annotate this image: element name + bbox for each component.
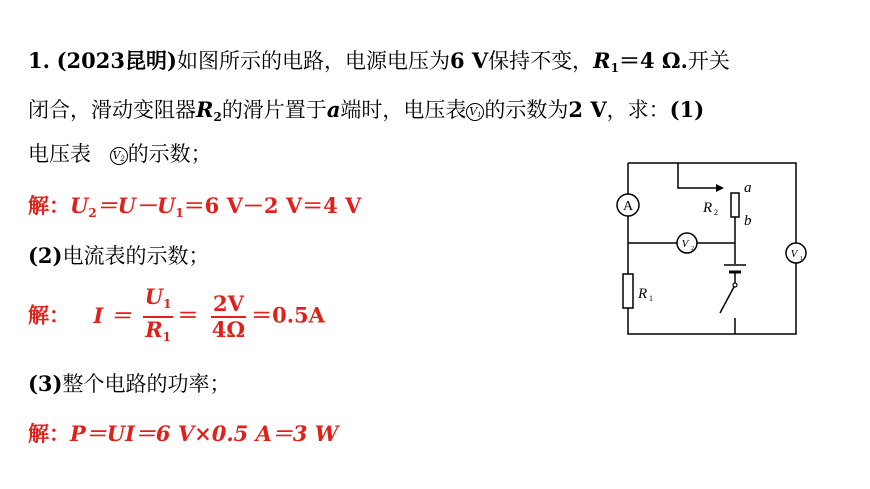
problem-text: 闭合，滑动变阻器 bbox=[28, 98, 196, 122]
problem-line-1 bbox=[28, 45, 730, 75]
answer-1: 解：$U_2=U-U_1=6$ V－2 V＝4 V bbox=[28, 193, 362, 220]
voltmeter-reading: 2 V bbox=[568, 97, 607, 122]
switch-blade bbox=[720, 285, 735, 313]
fraction-u1-r1: $\frac{U_1}{R_1}$ bbox=[144, 284, 172, 344]
ammeter-label: A bbox=[622, 199, 634, 214]
problem-text: 的示数； bbox=[127, 142, 212, 166]
slider-arrow bbox=[716, 184, 724, 192]
part-3-number: (3) bbox=[28, 371, 63, 396]
voltmeter-v1-icon: $V_1$ bbox=[466, 103, 484, 121]
end-a: a bbox=[326, 97, 341, 122]
svg-text:2: 2 bbox=[691, 246, 694, 252]
problem-text: ，求： bbox=[606, 98, 670, 122]
circuit-diagram bbox=[600, 155, 820, 340]
problem-text: 保持不变， bbox=[488, 49, 594, 73]
part-2-number: (2) bbox=[28, 243, 63, 268]
problem-text: 开关 bbox=[687, 49, 730, 73]
fraction-2v-4ohm: $\frac{2V}{4\Omega}$ bbox=[211, 291, 246, 342]
answer-2: 解： I ＝ $\frac{U_1}{R_1}$ ＝ $\frac{2V}{4\Omega}$ ＝0.5A bbox=[28, 285, 325, 349]
r1-resistor bbox=[623, 274, 633, 308]
end-a-label: a bbox=[744, 180, 752, 196]
problem-text: 电压表 bbox=[28, 142, 91, 166]
problem-text: 的示数为 bbox=[484, 98, 569, 122]
r2-resistor bbox=[731, 193, 739, 217]
question-2-text: 电流表的示数； bbox=[62, 244, 210, 268]
voltmeter-v2-icon: $V_2$ bbox=[110, 147, 128, 165]
answer-label: 解： bbox=[28, 302, 70, 328]
problem-source: (2023昆明) bbox=[56, 48, 177, 73]
switch-contact bbox=[733, 283, 737, 287]
r1-label-sub: 1 bbox=[649, 294, 653, 303]
answer-label: 解： bbox=[28, 421, 70, 446]
problem-number: 1. bbox=[28, 48, 50, 73]
part-1-number: (1) bbox=[669, 97, 705, 122]
r1-subscript: 1 bbox=[610, 61, 619, 75]
r1-value: ＝4 Ω. bbox=[618, 48, 688, 73]
answer-label: 解： bbox=[28, 193, 70, 218]
question-2 bbox=[28, 240, 209, 270]
answer-3: 解：P＝UI＝6 V×0.5 A＝3 W bbox=[28, 421, 339, 446]
svg-text:V: V bbox=[681, 238, 689, 250]
problem-text: 如图所示的电路，电源电压为 bbox=[176, 49, 450, 73]
r2-label: R bbox=[703, 200, 713, 216]
r1-label: R bbox=[638, 286, 648, 302]
problem-text: 端时，电压表 bbox=[340, 98, 467, 122]
supply-voltage: 6 V bbox=[449, 48, 489, 73]
problem-text: 的滑片置于 bbox=[221, 98, 327, 122]
r2-subscript: 2 bbox=[213, 110, 222, 124]
r2-label-sub: 2 bbox=[714, 208, 718, 217]
r1-symbol: R bbox=[593, 48, 611, 73]
problem-line-3 bbox=[28, 138, 212, 168]
question-3 bbox=[28, 368, 230, 398]
svg-text:V: V bbox=[790, 248, 798, 260]
problem-line-2 bbox=[28, 94, 704, 124]
slider-wire bbox=[678, 163, 718, 188]
end-b-label: b bbox=[744, 213, 752, 229]
question-3-text: 整个电路的功率； bbox=[62, 372, 231, 396]
r2-symbol: R bbox=[196, 97, 214, 122]
svg-text:1: 1 bbox=[800, 256, 803, 262]
